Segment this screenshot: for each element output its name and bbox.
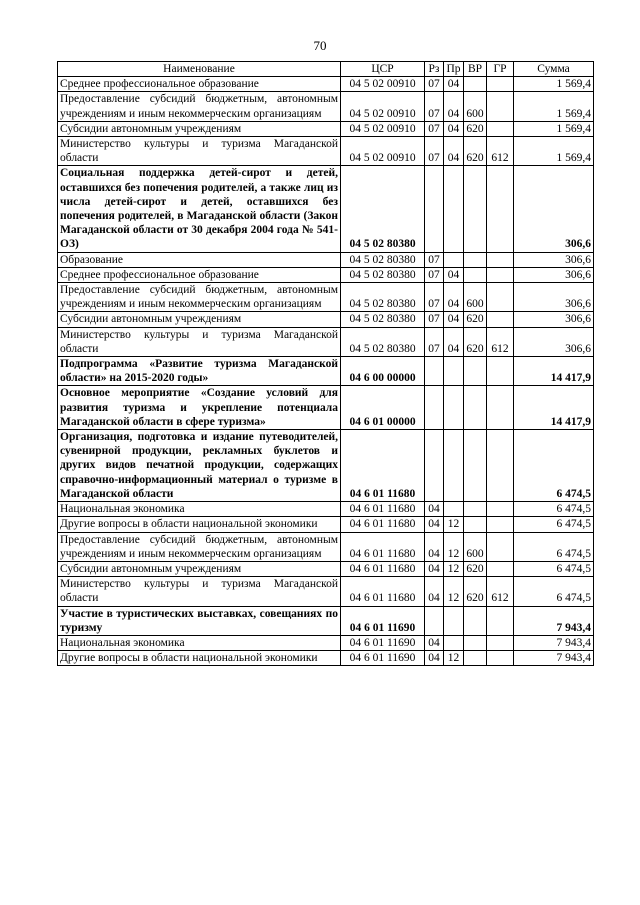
cell-sum: 7 943,4 [514, 606, 594, 635]
cell-name: Среднее профессиональное образование [58, 267, 341, 282]
cell-gr [487, 283, 514, 312]
header-pr: Пр [444, 62, 464, 77]
cell-rz [425, 386, 444, 430]
cell-gr [487, 430, 514, 502]
cell-sum: 306,6 [514, 252, 594, 267]
table-row [58, 267, 594, 282]
cell-vr [464, 651, 487, 666]
table-row [58, 430, 594, 502]
cell-vr: 620 [464, 327, 487, 356]
cell-vr [464, 517, 487, 532]
table-row [58, 312, 594, 327]
cell-gr [487, 635, 514, 650]
cell-name: Социальная поддержка детей-сирот и детей, оставшихся без попечения родителей, а также лиц из числа детей-сирот и детей, оставшихся без попечения родителей, в Магаданской области (Закон Магаданской области от 30 декабря 2004 года № 541-ОЗ) [58, 166, 341, 252]
table-row [58, 386, 594, 430]
cell-sum: 306,6 [514, 283, 594, 312]
cell-pr [444, 357, 464, 386]
cell-pr: 04 [444, 267, 464, 282]
cell-vr [464, 430, 487, 502]
cell-gr [487, 166, 514, 252]
header-csr: ЦСР [341, 62, 425, 77]
cell-vr: 620 [464, 561, 487, 576]
cell-sum: 6 474,5 [514, 430, 594, 502]
cell-csr: 04 6 01 11690 [341, 651, 425, 666]
cell-name: Субсидии автономным учреждениям [58, 561, 341, 576]
cell-pr: 04 [444, 137, 464, 166]
cell-sum: 306,6 [514, 166, 594, 252]
cell-gr [487, 386, 514, 430]
cell-name: Образование [58, 252, 341, 267]
cell-vr [464, 267, 487, 282]
cell-csr: 04 5 02 00910 [341, 137, 425, 166]
cell-csr: 04 6 01 11680 [341, 502, 425, 517]
cell-pr: 12 [444, 651, 464, 666]
table-row [58, 283, 594, 312]
cell-sum: 6 474,5 [514, 517, 594, 532]
budget-table [57, 61, 594, 666]
cell-sum: 1 569,4 [514, 92, 594, 121]
table-row [58, 606, 594, 635]
cell-csr: 04 6 01 11680 [341, 517, 425, 532]
cell-rz: 04 [425, 502, 444, 517]
cell-rz [425, 430, 444, 502]
cell-name: Министерство культуры и туризма Магаданской области [58, 137, 341, 166]
cell-csr: 04 5 02 00910 [341, 121, 425, 136]
cell-gr [487, 517, 514, 532]
table-row [58, 517, 594, 532]
cell-vr: 620 [464, 577, 487, 606]
cell-pr: 12 [444, 577, 464, 606]
cell-pr: 04 [444, 312, 464, 327]
cell-name: Национальная экономика [58, 635, 341, 650]
table-row [58, 532, 594, 561]
cell-rz [425, 357, 444, 386]
cell-name: Предоставление субсидий бюджетным, автономным учреждениям и иным некоммерческим организациям [58, 92, 341, 121]
cell-sum: 6 474,5 [514, 532, 594, 561]
cell-gr [487, 502, 514, 517]
cell-pr [444, 502, 464, 517]
cell-gr: 612 [487, 137, 514, 166]
table-row [58, 502, 594, 517]
cell-csr: 04 6 01 11690 [341, 635, 425, 650]
cell-name: Участие в туристических выставках, совещаниях по туризму [58, 606, 341, 635]
cell-pr: 12 [444, 561, 464, 576]
cell-csr: 04 6 01 11680 [341, 532, 425, 561]
cell-gr [487, 357, 514, 386]
cell-vr: 620 [464, 312, 487, 327]
cell-sum: 1 569,4 [514, 121, 594, 136]
cell-rz: 04 [425, 532, 444, 561]
cell-name: Другие вопросы в области национальной экономики [58, 651, 341, 666]
cell-vr [464, 77, 487, 92]
cell-gr [487, 561, 514, 576]
cell-rz: 04 [425, 635, 444, 650]
cell-gr [487, 77, 514, 92]
table-row [58, 92, 594, 121]
cell-vr: 600 [464, 532, 487, 561]
cell-vr [464, 357, 487, 386]
cell-pr [444, 166, 464, 252]
cell-pr [444, 430, 464, 502]
cell-rz: 04 [425, 561, 444, 576]
header-gr: ГР [487, 62, 514, 77]
cell-rz: 07 [425, 327, 444, 356]
cell-name: Предоставление субсидий бюджетным, автономным учреждениям и иным некоммерческим организациям [58, 532, 341, 561]
cell-sum: 14 417,9 [514, 386, 594, 430]
cell-rz: 07 [425, 267, 444, 282]
cell-rz: 04 [425, 651, 444, 666]
cell-csr: 04 5 02 00910 [341, 92, 425, 121]
cell-vr [464, 386, 487, 430]
cell-rz: 07 [425, 121, 444, 136]
cell-sum: 306,6 [514, 327, 594, 356]
cell-csr: 04 5 02 80380 [341, 252, 425, 267]
cell-sum: 6 474,5 [514, 502, 594, 517]
header-row [58, 62, 594, 77]
cell-csr: 04 5 02 00910 [341, 77, 425, 92]
cell-sum: 306,6 [514, 312, 594, 327]
table-row [58, 327, 594, 356]
page-number: 70 [313, 38, 327, 53]
cell-gr [487, 267, 514, 282]
cell-csr: 04 6 00 00000 [341, 357, 425, 386]
cell-vr [464, 606, 487, 635]
cell-name: Субсидии автономным учреждениям [58, 312, 341, 327]
cell-gr [487, 606, 514, 635]
cell-pr [444, 635, 464, 650]
cell-csr: 04 6 01 00000 [341, 386, 425, 430]
cell-gr [487, 532, 514, 561]
table-row [58, 121, 594, 136]
cell-csr: 04 5 02 80380 [341, 166, 425, 252]
table-row [58, 77, 594, 92]
table-row [58, 357, 594, 386]
cell-name: Министерство культуры и туризма Магаданской области [58, 577, 341, 606]
cell-gr: 612 [487, 327, 514, 356]
cell-name: Национальная экономика [58, 502, 341, 517]
cell-rz [425, 166, 444, 252]
cell-vr: 600 [464, 283, 487, 312]
cell-gr [487, 121, 514, 136]
cell-pr [444, 386, 464, 430]
cell-vr [464, 502, 487, 517]
cell-gr [487, 312, 514, 327]
header-sum: Сумма [514, 62, 594, 77]
cell-vr: 620 [464, 137, 487, 166]
cell-pr: 12 [444, 532, 464, 561]
table-row [58, 137, 594, 166]
cell-rz: 07 [425, 77, 444, 92]
table-row [58, 635, 594, 650]
cell-name: Организация, подготовка и издание путеводителей, сувенирной продукции, рекламных буклетов и других видов печатной продукции, содержащих справочно-информационный материал о туризме в Магаданской области [58, 430, 341, 502]
cell-name: Основное мероприятие «Создание условий для развития туризма и укрепление потенциала Магаданской области в сфере туризма» [58, 386, 341, 430]
cell-vr [464, 166, 487, 252]
cell-gr [487, 252, 514, 267]
cell-rz: 07 [425, 92, 444, 121]
cell-pr [444, 606, 464, 635]
cell-csr: 04 5 02 80380 [341, 312, 425, 327]
cell-name: Министерство культуры и туризма Магаданской области [58, 327, 341, 356]
cell-rz: 07 [425, 283, 444, 312]
cell-sum: 7 943,4 [514, 651, 594, 666]
cell-pr: 04 [444, 327, 464, 356]
cell-vr [464, 635, 487, 650]
cell-vr: 600 [464, 92, 487, 121]
cell-sum: 14 417,9 [514, 357, 594, 386]
cell-csr: 04 5 02 80380 [341, 267, 425, 282]
cell-pr: 04 [444, 77, 464, 92]
cell-pr: 04 [444, 92, 464, 121]
cell-rz [425, 606, 444, 635]
cell-gr [487, 92, 514, 121]
cell-csr: 04 5 02 80380 [341, 283, 425, 312]
cell-vr: 620 [464, 121, 487, 136]
cell-csr: 04 6 01 11690 [341, 606, 425, 635]
cell-name: Предоставление субсидий бюджетным, автономным учреждениям и иным некоммерческим организациям [58, 283, 341, 312]
cell-pr [444, 252, 464, 267]
cell-gr: 612 [487, 577, 514, 606]
cell-sum: 1 569,4 [514, 137, 594, 166]
table-row [58, 561, 594, 576]
cell-name: Другие вопросы в области национальной экономики [58, 517, 341, 532]
cell-rz: 04 [425, 517, 444, 532]
table-row [58, 166, 594, 252]
cell-rz: 07 [425, 137, 444, 166]
cell-rz: 04 [425, 577, 444, 606]
cell-pr: 04 [444, 283, 464, 312]
cell-name: Субсидии автономным учреждениям [58, 121, 341, 136]
cell-sum: 1 569,4 [514, 77, 594, 92]
table-row [58, 252, 594, 267]
cell-csr: 04 6 01 11680 [341, 561, 425, 576]
table-row [58, 577, 594, 606]
cell-sum: 306,6 [514, 267, 594, 282]
cell-vr [464, 252, 487, 267]
cell-rz: 07 [425, 252, 444, 267]
cell-pr: 04 [444, 121, 464, 136]
cell-name: Среднее профессиональное образование [58, 77, 341, 92]
cell-csr: 04 6 01 11680 [341, 577, 425, 606]
cell-name: Подпрограмма «Развитие туризма Магаданской области» на 2015-2020 годы» [58, 357, 341, 386]
cell-sum: 6 474,5 [514, 561, 594, 576]
header-rz: Рз [425, 62, 444, 77]
cell-csr: 04 6 01 11680 [341, 430, 425, 502]
cell-pr: 12 [444, 517, 464, 532]
cell-gr [487, 651, 514, 666]
cell-sum: 6 474,5 [514, 577, 594, 606]
table-row [58, 651, 594, 666]
cell-csr: 04 5 02 80380 [341, 327, 425, 356]
header-name: Наименование [58, 62, 341, 77]
cell-sum: 7 943,4 [514, 635, 594, 650]
header-vr: ВР [464, 62, 487, 77]
cell-rz: 07 [425, 312, 444, 327]
